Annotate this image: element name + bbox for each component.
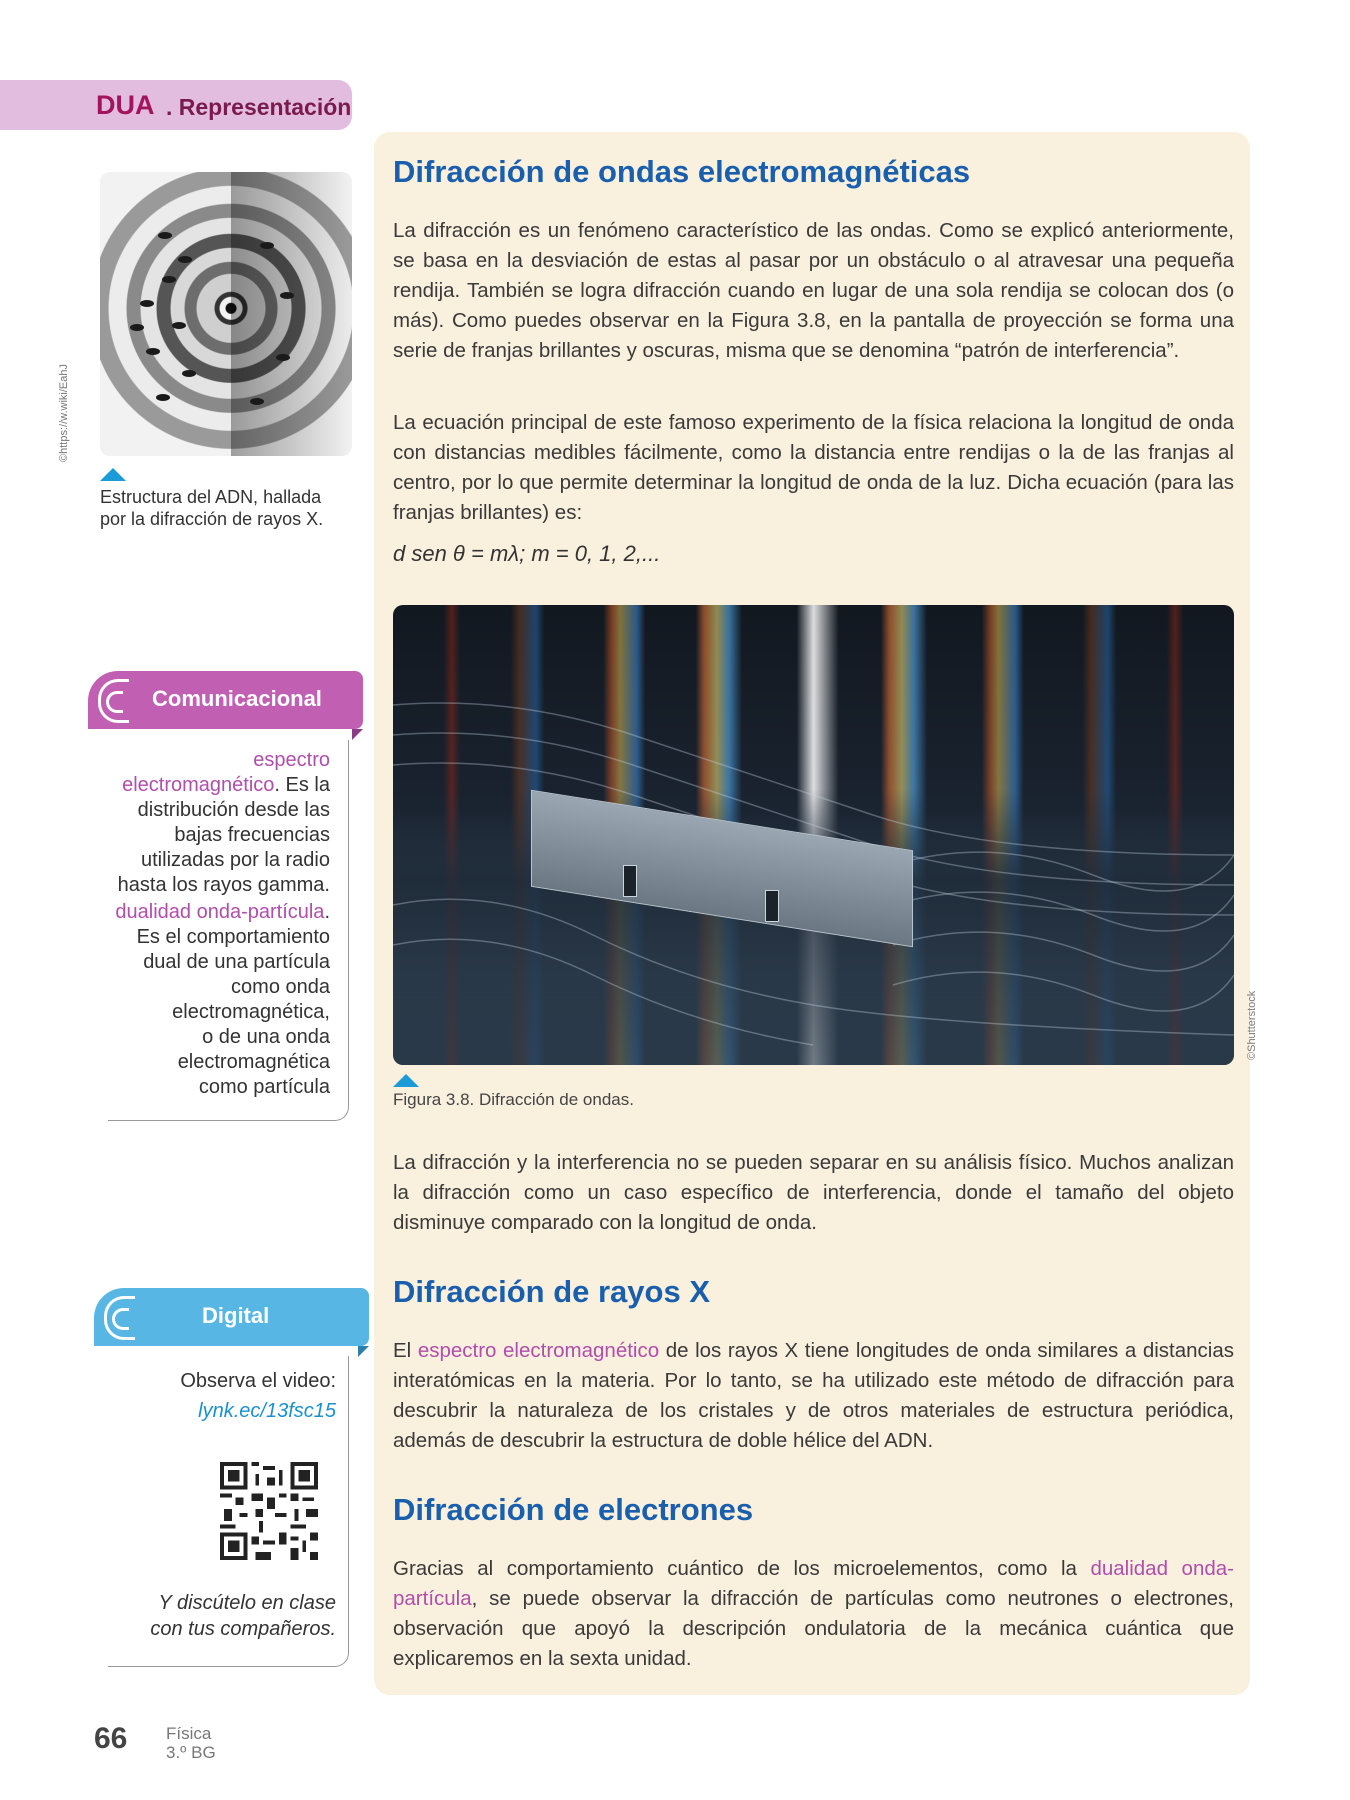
dua-subtitle: . Representación: [166, 94, 352, 120]
paragraph-text: Gracias al comportamiento cuántico de los microelementos, como la: [393, 1557, 1091, 1580]
paragraph-xray: [393, 1336, 1234, 1456]
digital-box: [108, 1356, 349, 1667]
section-title-xray: Difracción de rayos X: [393, 1274, 711, 1309]
glossary-line: electromagnética: [177, 1051, 330, 1073]
xray-spot: [178, 256, 192, 263]
video-discussion-line: con tus compañeros.: [150, 1618, 336, 1640]
paragraph-text: , se puede observar la difracción de partículas como neutrones o electrones, observación que apoyó la descripción ondulatoria de la mecánica cuántica que explicaremos en la sexta unidad.: [393, 1587, 1234, 1670]
glossary-term: dualidad onda-partícula: [115, 901, 325, 923]
image-caption-line: Estructura del ADN, hallada: [100, 487, 322, 507]
glossary-line: electromagnética,: [172, 1001, 330, 1023]
xray-spot: [182, 370, 196, 377]
xray-spot: [146, 348, 160, 355]
figure-wave-diffraction: [393, 605, 1234, 1065]
paragraph-text: El: [393, 1339, 418, 1362]
slit: [765, 890, 779, 922]
glossary-line: [115, 900, 330, 925]
glossary-term-link: dualidad onda-partícula: [393, 1557, 1234, 1610]
qr-code-icon[interactable]: [220, 1462, 318, 1560]
xray-spot: [276, 354, 290, 361]
dna-xray-image: [100, 172, 352, 456]
glossary-term: electromagnético: [122, 774, 275, 796]
caption-triangle-icon: [393, 1074, 419, 1087]
image-caption: [100, 486, 340, 530]
paragraph-equation-intro: La ecuación principal de este famoso experimento de la física relaciona la longitud de onda con distancias medibles fácilmente, como la distancia entre rendijas o la de las franjas al centro, por lo que permite determinar la longitud de onda de la luz. Dicha ecuación (para las franjas brillantes) es:: [393, 411, 1234, 524]
video-discussion-line: Y discútelo en clase: [158, 1592, 336, 1614]
glossary-line: hasta los rayos gamma.: [117, 874, 330, 896]
glossary-line: Es el comportamiento: [136, 926, 330, 948]
dua-header: [0, 80, 352, 130]
xray-spot: [156, 394, 170, 401]
xray-spot: [260, 242, 274, 249]
xray-spot: [162, 276, 176, 283]
subject-name: Física: [166, 1724, 212, 1743]
tab-fold: [352, 729, 363, 740]
caption-triangle-icon: [100, 468, 126, 481]
subject-grade: 3.º BG: [166, 1743, 216, 1762]
video-prompt: Observa el video:: [180, 1370, 336, 1392]
slit: [623, 865, 637, 897]
image-credit: ©https://w.wiki/EahJ: [58, 364, 70, 462]
page-number: 66: [94, 1722, 128, 1755]
subject-label: [166, 1724, 216, 1762]
xray-spot: [250, 398, 264, 405]
glossary-text: . Es la: [274, 774, 330, 796]
glossary-line: distribución desde las: [137, 799, 330, 821]
xray-shade: [231, 172, 352, 456]
paragraph-interference: La difracción y la interferencia no se pueden separar en su análisis físico. Muchos analizan la difracción como un caso específico de interferencia, donde el tamaño del objeto disminuye comparado con la longitud de onda.: [393, 1151, 1234, 1234]
xray-spot: [172, 322, 186, 329]
paragraph-electrons: [393, 1554, 1234, 1674]
comunicacional-icon-inner: [106, 691, 123, 713]
glossary-line: como partícula: [198, 1076, 330, 1098]
glossary-entry-dualidad: [115, 900, 330, 1100]
image-caption-line: por la difracción de rayos X.: [100, 509, 324, 529]
digital-label: Digital: [202, 1303, 270, 1328]
video-discussion: [150, 1590, 336, 1642]
digital-icon-inner: [112, 1308, 129, 1330]
glossary-box: [108, 740, 349, 1121]
glossary-line: [118, 773, 330, 798]
xray-spot: [130, 324, 144, 331]
comunicacional-tab: [88, 671, 363, 729]
figure-caption: Figura 3.8. Difracción de ondas.: [393, 1090, 634, 1109]
glossary-line: o de una onda: [202, 1026, 330, 1048]
section-title-diffraction: Difracción de ondas electromagnéticas: [393, 154, 971, 189]
glossary-line: bajas frecuencias: [174, 824, 330, 846]
comunicacional-label: Comunicacional: [152, 686, 322, 711]
glossary-line: utilizadas por la radio: [141, 849, 330, 871]
paragraph-text: de los rayos X tiene longitudes de onda similares a distancias interatómicas en la materia. Por lo tanto, se ha utilizado este método de difracción para descubrir la naturaleza de los cristales y de otros materiales de estructura periódica, además de descubrir la estructura de doble hélice del ADN.: [393, 1339, 1234, 1452]
paragraph-intro: La difracción es un fenómeno característico de las ondas. Como se explicó anteriormente, se basa en la desviación de estas al pasar por un obstáculo o al atravesar una pequeña rendija. También se logra difracción cuando en lugar de una sola rendija se colocan dos (o más). Como puedes observar en la Figura 3.8, en la pantalla de proyección se forma una serie de franjas brillantes y oscuras, misma que se denomina “patrón de interferencia”.: [393, 219, 1234, 362]
glossary-term: espectro: [253, 749, 330, 771]
xray-spot: [280, 292, 294, 299]
tab-fold: [358, 1346, 369, 1357]
xray-spot: [140, 300, 154, 307]
section-title-electrons: Difracción de electrones: [393, 1492, 754, 1527]
video-link[interactable]: lynk.ec/13fsc15: [198, 1400, 336, 1422]
digital-tab: [94, 1288, 369, 1346]
glossary-entry-espectro: [118, 748, 330, 898]
glossary-text: .: [324, 901, 330, 923]
xray-spot: [158, 232, 172, 239]
glossary-line: dual de una partícula: [143, 951, 330, 973]
figure-credit: ©Shutterstock: [1246, 990, 1258, 1060]
diffraction-equation: d sen θ = mλ; m = 0, 1, 2,...: [393, 541, 661, 566]
glossary-line: como onda: [231, 976, 330, 998]
glossary-term-link: espectro electromagnético: [417, 1339, 660, 1362]
dua-label: DUA: [96, 90, 155, 120]
